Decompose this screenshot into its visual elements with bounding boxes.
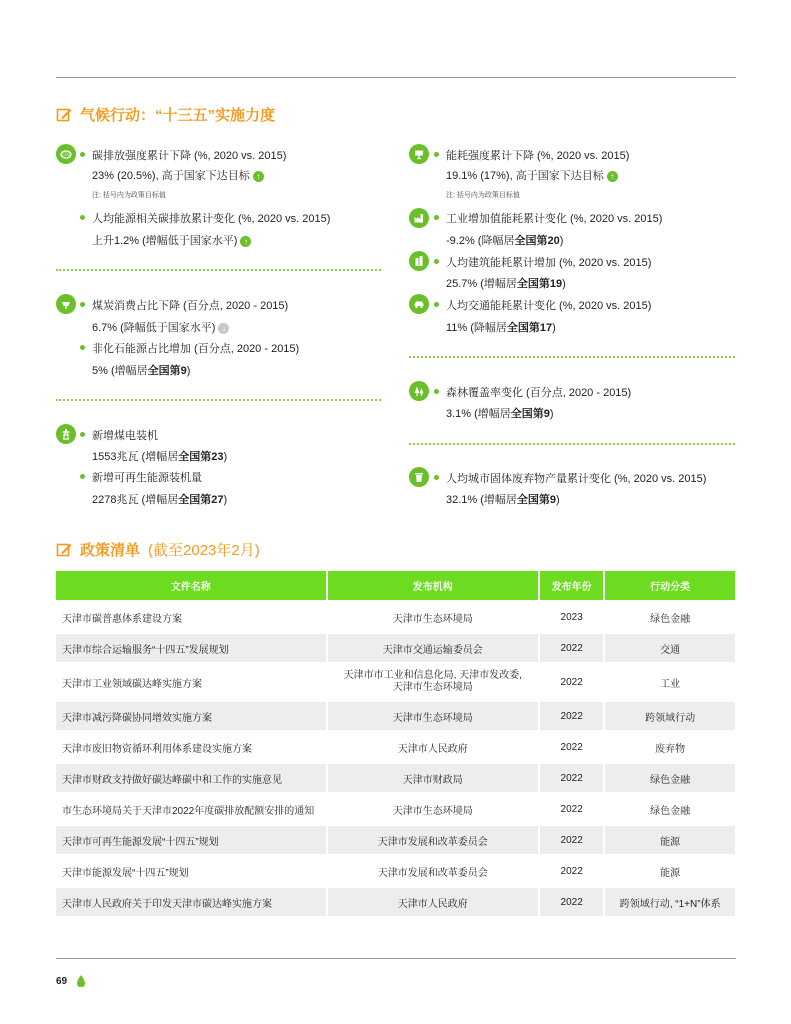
header-year: 发布年份 bbox=[540, 571, 605, 600]
value-prefix: 25.7% (增幅居 bbox=[446, 278, 517, 290]
table-header-row bbox=[56, 571, 735, 600]
cell-category: 工业 bbox=[605, 665, 735, 699]
cell-doc-name: 天津市工业领域碳达峰实施方案 bbox=[56, 665, 328, 699]
left-item2-label: 人均能源相关碳排放累计变化 (%, 2020 vs. 2015) bbox=[92, 213, 331, 225]
table-row bbox=[56, 702, 735, 730]
left-item1-value-text: 23% (20.5%), 高于国家下达目标 bbox=[92, 170, 250, 182]
cell-year: 2022 bbox=[540, 826, 605, 854]
cell-agency: 天津市人民政府 bbox=[328, 733, 540, 761]
value-rank: 全国第9 bbox=[516, 494, 557, 506]
bullet bbox=[434, 389, 439, 394]
value-prefix: 2278兆瓦 (增幅居 bbox=[92, 494, 179, 506]
left-item3-value bbox=[92, 319, 229, 335]
cell-agency: 天津市发展和改革委员会 bbox=[328, 826, 540, 854]
value-suffix: ) bbox=[552, 322, 556, 334]
value-prefix: 3.1% (增幅居 bbox=[446, 408, 511, 420]
dotted-divider bbox=[56, 269, 381, 271]
policy-title-note: (截至2023年2月) bbox=[148, 542, 260, 559]
bullet bbox=[80, 152, 85, 157]
bullet bbox=[434, 215, 439, 220]
cell-agency: 天津市人民政府 bbox=[328, 888, 540, 916]
co2-icon bbox=[56, 144, 76, 164]
bullet bbox=[80, 302, 85, 307]
dotted-divider bbox=[409, 356, 735, 358]
value-rank: 全国第17 bbox=[506, 322, 553, 334]
left-item6-value bbox=[92, 491, 227, 507]
value-rank: 全国第20 bbox=[514, 235, 560, 247]
page-number: 69 bbox=[56, 976, 68, 987]
edit-icon bbox=[56, 107, 72, 123]
table-row bbox=[56, 764, 735, 792]
arrow-down-icon: ↓ bbox=[218, 323, 229, 334]
table-row bbox=[56, 826, 735, 854]
factory-icon bbox=[409, 208, 429, 228]
table-row bbox=[56, 603, 735, 631]
right-item6-label: 人均城市固体废弃物产量累计变化 (%, 2020 vs. 2015) bbox=[446, 473, 707, 485]
right-item5-value bbox=[446, 405, 554, 421]
header-agency: 发布机构 bbox=[328, 571, 540, 600]
tree-icon bbox=[409, 381, 429, 401]
cell-year: 2022 bbox=[540, 764, 605, 792]
cell-year: 2022 bbox=[540, 888, 605, 916]
left-item6-label: 新增可再生能源装机量 bbox=[92, 472, 202, 484]
trash-bin-icon bbox=[409, 467, 429, 487]
arrow-up-icon: ↑ bbox=[253, 171, 264, 182]
climate-section-title bbox=[56, 104, 275, 125]
svg-text:CO2: CO2 bbox=[61, 152, 71, 157]
solar-panel-icon bbox=[409, 144, 429, 164]
cell-agency: 天津市生态环境局 bbox=[328, 603, 540, 631]
arrow-up-icon: ↑ bbox=[240, 236, 251, 247]
value-rank: 全国第9 bbox=[510, 408, 550, 420]
left-item2-value-text: 上升1.2% (增幅低于国家水平) bbox=[92, 235, 238, 247]
dotted-divider bbox=[56, 399, 381, 401]
cell-agency: 天津市发展和改革委员会 bbox=[328, 857, 540, 885]
table-row bbox=[56, 733, 735, 761]
cell-category: 废弃物 bbox=[605, 733, 735, 761]
policy-table bbox=[56, 568, 735, 919]
policy-title-text: 政策清单 bbox=[80, 542, 141, 559]
value-suffix: ) bbox=[186, 365, 191, 377]
leaf-icon bbox=[77, 975, 85, 987]
cell-agency: 天津市交通运输委员会 bbox=[328, 634, 540, 662]
coal-icon bbox=[56, 294, 76, 314]
value-suffix: ) bbox=[549, 408, 554, 420]
cell-year: 2022 bbox=[540, 733, 605, 761]
value-prefix: 1553兆瓦 (增幅居 bbox=[92, 451, 179, 463]
value-rank: 全国第9 bbox=[147, 365, 187, 377]
cell-year: 2022 bbox=[540, 665, 605, 699]
right-item1-label: 能耗强度累计下降 (%, 2020 vs. 2015) bbox=[446, 150, 630, 162]
cell-year: 2022 bbox=[540, 857, 605, 885]
right-item4-value bbox=[446, 319, 556, 335]
left-item1-value bbox=[92, 167, 264, 183]
table-row bbox=[56, 634, 735, 662]
cell-year: 2022 bbox=[540, 795, 605, 823]
cell-category: 跨领域行动, “1+N”体系 bbox=[605, 888, 735, 916]
cell-doc-name: 天津市废旧物资循环利用体系建设实施方案 bbox=[56, 733, 328, 761]
cell-doc-name: 天津市能源发展“十四五”规划 bbox=[56, 857, 328, 885]
bullet bbox=[80, 345, 85, 350]
cell-doc-name: 天津市财政支持做好碳达峰碳中和工作的实施意见 bbox=[56, 764, 328, 792]
bullet bbox=[434, 152, 439, 157]
dotted-divider bbox=[409, 443, 735, 445]
cell-agency: 天津市财政局 bbox=[328, 764, 540, 792]
value-prefix: 11% (降幅居 bbox=[446, 322, 507, 334]
cell-category: 跨领域行动 bbox=[605, 702, 735, 730]
table-row bbox=[56, 795, 735, 823]
left-item4-value bbox=[92, 362, 190, 378]
table-row bbox=[56, 888, 735, 916]
right-item6-value bbox=[446, 491, 560, 507]
right-item1-value bbox=[446, 167, 618, 183]
cell-doc-name: 天津市碳普惠体系建设方案 bbox=[56, 603, 328, 631]
table-row bbox=[56, 857, 735, 885]
building-icon bbox=[409, 251, 429, 271]
bullet bbox=[80, 215, 85, 220]
bottom-divider bbox=[56, 958, 736, 959]
cell-doc-name: 天津市人民政府关于印发天津市碳达峰实施方案 bbox=[56, 888, 328, 916]
cell-doc-name: 天津市可再生能源发展“十四五”规划 bbox=[56, 826, 328, 854]
edit-icon bbox=[56, 542, 72, 558]
left-item1-label: 碳排放强度累计下降 (%, 2020 vs. 2015) bbox=[92, 150, 287, 162]
bullet bbox=[80, 432, 85, 437]
cell-category: 能源 bbox=[605, 857, 735, 885]
right-item5-label: 森林覆盖率变化 (百分点, 2020 - 2015) bbox=[446, 387, 632, 399]
bullet bbox=[80, 474, 85, 479]
cell-year: 2022 bbox=[540, 702, 605, 730]
cell-doc-name: 天津市减污降碳协同增效实施方案 bbox=[56, 702, 328, 730]
cell-category: 绿色金融 bbox=[605, 603, 735, 631]
cell-doc-name: 天津市综合运输服务“十四五”发展规划 bbox=[56, 634, 328, 662]
cell-agency: 天津市市工业和信息化局, 天津市发改委, 天津市生态环境局 bbox=[328, 665, 540, 699]
cell-year: 2023 bbox=[540, 603, 605, 631]
right-item1-value-text: 19.1% (17%), 高于国家下达目标 bbox=[446, 170, 604, 182]
left-item4-label: 非化石能源占比增加 (百分点, 2020 - 2015) bbox=[92, 343, 300, 355]
right-item3-value bbox=[446, 275, 566, 291]
value-prefix: 5% (增幅居 bbox=[92, 365, 148, 377]
right-item3-label: 人均建筑能耗累计增加 (%, 2020 vs. 2015) bbox=[446, 257, 652, 269]
left-item2-value bbox=[92, 232, 251, 248]
header-category: 行动分类 bbox=[605, 571, 735, 600]
value-suffix: ) bbox=[559, 235, 564, 247]
cell-doc-name: 市生态环境局关于天津市2022年度碳排放配额安排的通知 bbox=[56, 795, 328, 823]
bullet bbox=[434, 475, 439, 480]
left-item3-label: 煤炭消费占比下降 (百分点, 2020 - 2015) bbox=[92, 300, 289, 312]
left-item3-value-text: 6.7% (降幅低于国家水平) bbox=[92, 322, 216, 334]
car-icon bbox=[409, 294, 429, 314]
value-suffix: ) bbox=[223, 451, 228, 463]
bullet bbox=[434, 302, 439, 307]
cell-agency: 天津市生态环境局 bbox=[328, 795, 540, 823]
top-divider bbox=[56, 77, 736, 78]
value-suffix: ) bbox=[223, 494, 228, 506]
cell-category: 绿色金融 bbox=[605, 764, 735, 792]
value-prefix: -9.2% (降幅居 bbox=[446, 235, 515, 247]
header-doc-name: 文件名称 bbox=[56, 571, 328, 600]
value-rank: 全国第23 bbox=[178, 451, 224, 463]
value-prefix: 32.1% (增幅居 bbox=[446, 494, 517, 506]
right-item2-value bbox=[446, 232, 563, 248]
cell-category: 绿色金融 bbox=[605, 795, 735, 823]
climate-title-text: 气候行动：“十三五”实施力度 bbox=[80, 107, 276, 124]
left-note: 注: 括号内为政策目标值 bbox=[92, 192, 166, 199]
right-item2-label: 工业增加值能耗累计变化 (%, 2020 vs. 2015) bbox=[446, 213, 663, 225]
left-item5-label: 新增煤电装机 bbox=[92, 430, 158, 442]
right-item4-label: 人均交通能耗累计变化 (%, 2020 vs. 2015) bbox=[446, 300, 652, 312]
cell-category: 交通 bbox=[605, 634, 735, 662]
right-note: 注: 括号内为政策目标值 bbox=[446, 192, 520, 199]
left-item5-value bbox=[92, 448, 227, 464]
arrow-up-icon: ↑ bbox=[607, 171, 618, 182]
cell-year: 2022 bbox=[540, 634, 605, 662]
cell-agency: 天津市生态环境局 bbox=[328, 702, 540, 730]
power-tower-icon bbox=[56, 424, 76, 444]
policy-section-title bbox=[56, 539, 260, 560]
value-rank: 全国第27 bbox=[178, 494, 224, 506]
cell-category: 能源 bbox=[605, 826, 735, 854]
value-suffix: ) bbox=[556, 494, 560, 506]
value-suffix: ) bbox=[562, 278, 566, 290]
table-row bbox=[56, 665, 735, 699]
bullet bbox=[434, 259, 439, 264]
value-rank: 全国第19 bbox=[516, 278, 563, 290]
